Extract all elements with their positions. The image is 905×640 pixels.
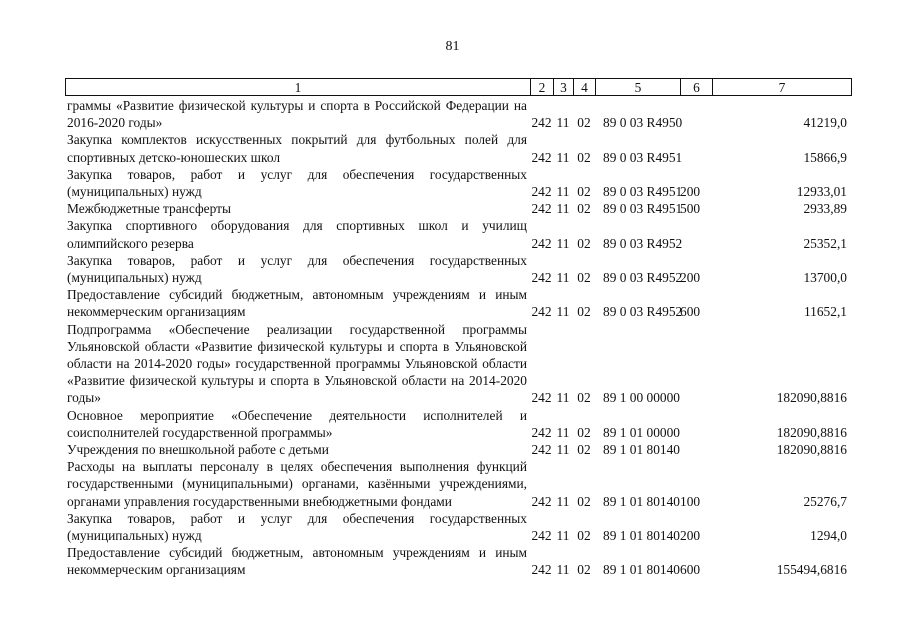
cell-name: Закупка товаров, работ и услуг для обеспечения государственных (муниципальных) нужд	[67, 252, 527, 286]
header-col-6: 6	[680, 78, 712, 96]
cell-grbs: 242	[531, 493, 552, 509]
table-row	[65, 200, 852, 217]
table-row	[65, 510, 852, 544]
cell-amount: 182090,8816	[776, 424, 847, 440]
cell-name: Предоставление субсидий бюджетным, автономным учреждениям и иным некоммерческим организациям	[67, 287, 527, 320]
cell-section: 11	[556, 390, 570, 406]
cell-target-article: 89 0 03 R4950	[603, 115, 683, 131]
cell-name: Закупка спортивного оборудования для спортивных школ и училищ олимпийского резерва	[67, 218, 527, 251]
cell-name: Закупка комплектов искусственных покрытий для футбольных полей для спортивных детско-юношеских школ	[67, 132, 527, 165]
cell-subsection: 02	[577, 201, 591, 217]
cell-target-article: 89 0 03 R4951	[603, 201, 683, 217]
cell-subsection: 02	[577, 270, 591, 286]
cell-section: 11	[556, 149, 570, 165]
table-row	[65, 321, 852, 407]
cell-grbs: 242	[531, 390, 552, 406]
cell-grbs: 242	[531, 235, 552, 251]
cell-amount: 25352,1	[803, 235, 847, 251]
cell-expense-type: 600	[680, 304, 701, 320]
cell-section: 11	[556, 304, 570, 320]
cell-name: Учреждения по внешкольной работе с детьми	[67, 442, 329, 458]
table-row	[65, 407, 852, 441]
cell-target-article: 89 0 03 R4952	[603, 235, 683, 251]
table-row	[65, 544, 852, 578]
cell-section: 11	[556, 493, 570, 509]
cell-amount: 155494,6816	[776, 562, 847, 578]
cell-name: граммы «Развитие физической культуры и спорта в Российской Федерации на 2016-2020 годы»	[67, 98, 527, 131]
cell-amount: 12933,01	[796, 184, 847, 200]
cell-grbs: 242	[531, 528, 552, 544]
cell-subsection: 02	[577, 493, 591, 509]
page-number: 81	[445, 39, 460, 54]
cell-grbs: 242	[531, 184, 552, 200]
cell-subsection: 02	[577, 304, 591, 320]
cell-name: Предоставление субсидий бюджетным, автономным учреждениям и иным некоммерческим организациям	[67, 545, 527, 578]
table-row	[65, 166, 852, 200]
cell-expense-type: 500	[680, 201, 701, 217]
cell-amount: 13700,0	[803, 270, 847, 286]
cell-amount: 1294,0	[810, 528, 847, 544]
cell-expense-type: 100	[680, 493, 701, 509]
table-header	[65, 78, 852, 96]
header-col-2: 2	[530, 78, 553, 96]
cell-section: 11	[556, 201, 570, 217]
cell-grbs: 242	[531, 270, 552, 286]
cell-subsection: 02	[577, 528, 591, 544]
cell-section: 11	[556, 235, 570, 251]
header-col-1: 1	[65, 78, 530, 96]
cell-name: Подпрограмма «Обеспечение реализации государственной программы Ульяновской области «Развитие физической культуры и спорта в Ульяновской области на 2014-2020 годы» государственной программы Ульяновской области «Развитие физической культуры и спорта в Ульяновской области на 2014-2020 годы»	[67, 321, 527, 406]
cell-subsection: 02	[577, 562, 591, 578]
table-row	[65, 131, 852, 165]
table-body	[65, 97, 852, 579]
cell-grbs: 242	[531, 149, 552, 165]
cell-target-article: 89 1 01 80140	[603, 493, 680, 509]
cell-amount: 41219,0	[803, 115, 847, 131]
cell-target-article: 89 0 03 R4952	[603, 304, 683, 320]
cell-grbs: 242	[531, 201, 552, 217]
cell-grbs: 242	[531, 424, 552, 440]
cell-amount: 15866,9	[803, 149, 847, 165]
cell-amount: 2933,89	[803, 201, 847, 217]
cell-subsection: 02	[577, 149, 591, 165]
header-col-4: 4	[573, 78, 595, 96]
cell-target-article: 89 0 03 R4951	[603, 184, 683, 200]
cell-target-article: 89 1 01 00000	[603, 424, 680, 440]
cell-expense-type: 200	[680, 528, 701, 544]
table-row	[65, 458, 852, 510]
header-col-3: 3	[553, 78, 573, 96]
cell-amount: 25276,7	[803, 493, 847, 509]
cell-name: Основное мероприятие «Обеспечение деятельности исполнителей и соисполнителей государственной программы»	[67, 407, 527, 440]
table-row	[65, 252, 852, 286]
cell-grbs: 242	[531, 115, 552, 131]
cell-target-article: 89 1 01 80140	[603, 562, 680, 578]
cell-subsection: 02	[577, 390, 591, 406]
cell-subsection: 02	[577, 115, 591, 131]
cell-expense-type: 200	[680, 270, 701, 286]
cell-grbs: 242	[531, 442, 552, 458]
table-row	[65, 441, 852, 458]
cell-grbs: 242	[531, 562, 552, 578]
cell-section: 11	[556, 424, 570, 440]
cell-section: 11	[556, 528, 570, 544]
table-row	[65, 217, 852, 251]
header-col-7: 7	[712, 78, 852, 96]
cell-target-article: 89 1 01 80140	[603, 442, 680, 458]
cell-name: Расходы на выплаты персоналу в целях обеспечения выполнения функций государственными (муниципальными) органами, казёнными учреждениями, органами управления государственными внебюджетными фондами	[67, 459, 527, 509]
cell-subsection: 02	[577, 184, 591, 200]
header-col-5: 5	[595, 78, 680, 96]
cell-section: 11	[556, 270, 570, 286]
cell-amount: 182090,8816	[776, 442, 847, 458]
cell-section: 11	[556, 184, 570, 200]
cell-section: 11	[556, 562, 570, 578]
cell-target-article: 89 1 01 80140	[603, 528, 680, 544]
cell-expense-type: 200	[680, 184, 701, 200]
cell-subsection: 02	[577, 424, 591, 440]
table-row	[65, 97, 852, 131]
cell-expense-type: 600	[680, 562, 701, 578]
cell-name: Закупка товаров, работ и услуг для обеспечения государственных (муниципальных) нужд	[67, 510, 527, 544]
cell-section: 11	[556, 442, 570, 458]
table-row	[65, 286, 852, 320]
cell-target-article: 89 0 03 R4951	[603, 149, 683, 165]
cell-subsection: 02	[577, 235, 591, 251]
cell-grbs: 242	[531, 304, 552, 320]
cell-subsection: 02	[577, 442, 591, 458]
cell-amount: 11652,1	[803, 304, 847, 320]
cell-target-article: 89 0 03 R4952	[603, 270, 683, 286]
cell-amount: 182090,8816	[776, 390, 847, 406]
cell-name: Закупка товаров, работ и услуг для обеспечения государственных (муниципальных) нужд	[67, 166, 527, 200]
cell-name: Межбюджетные трансферты	[67, 201, 231, 217]
cell-section: 11	[556, 115, 570, 131]
cell-target-article: 89 1 00 00000	[603, 390, 680, 406]
